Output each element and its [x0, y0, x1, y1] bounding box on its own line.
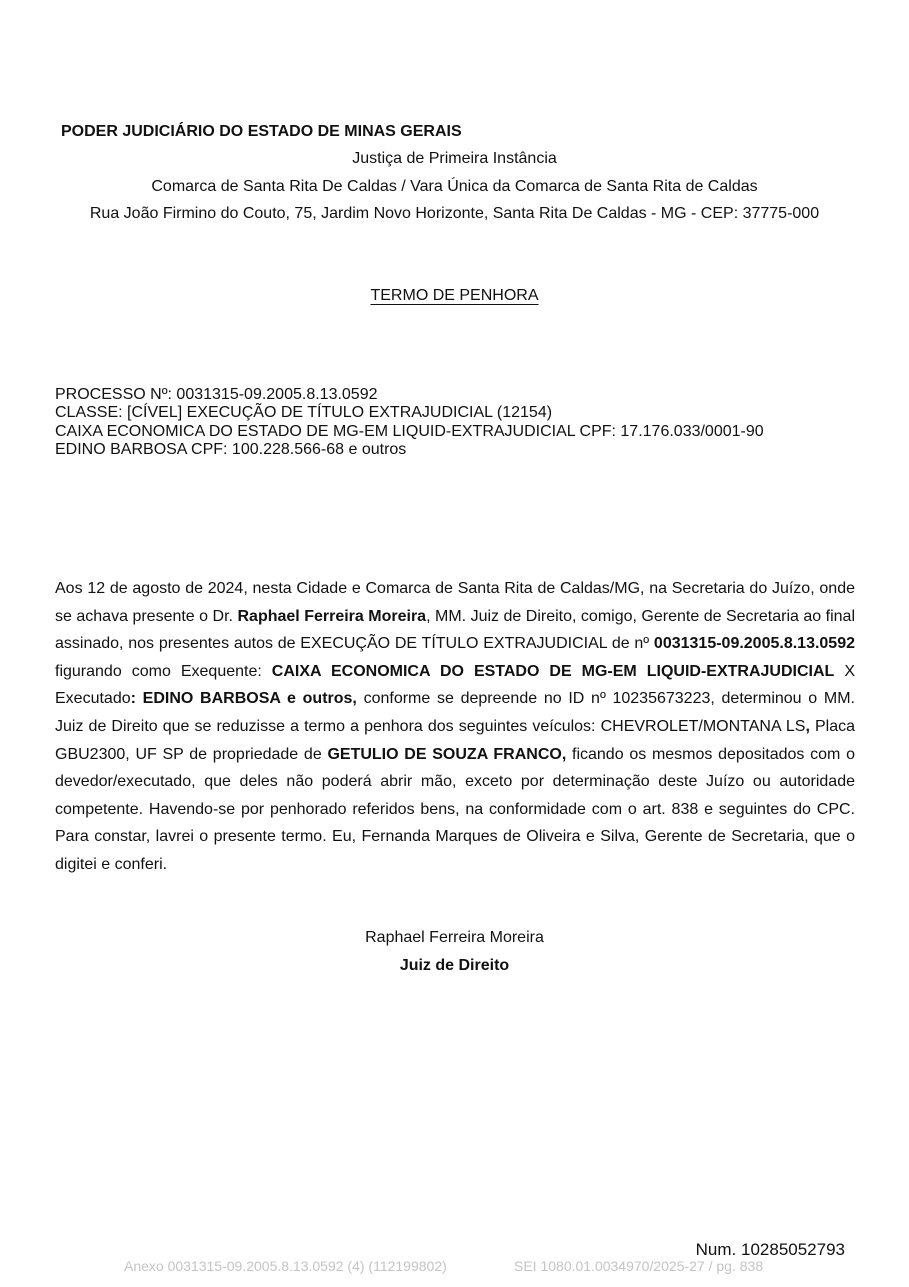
court-line: Comarca de Santa Rita De Caldas / Vara Única da Comarca de Santa Rita de Caldas — [151, 178, 758, 195]
address-line: Rua João Firmino do Couto, 75, Jardim Novo Horizonte, Santa Rita De Caldas - MG - CEP: 37775-000 — [89, 205, 820, 222]
instance-line: Justiça de Primeira Instância — [352, 150, 557, 167]
sei-footer: SEI 1080.01.0034970/2025-27 / pg. 838 — [514, 1258, 764, 1274]
body-text-5: conforme se depreende no ID nº 10235673223, determinou o MM. Juiz de Direito que se reduzisse a termo a penhora dos seguintes veículos: CHEVROLET/MONTANA LS — [55, 690, 855, 735]
document-number: Num. 10285052793 — [695, 1240, 845, 1259]
document-title — [0, 286, 909, 306]
body-text-2: , MM. Juiz de Direito, comigo, Gerente de Secretaria ao final assinado, nos presentes autos de EXECUÇÃO DE TÍTULO EXTRAJUDICIAL de nº — [55, 607, 856, 653]
body-text-1: Aos 12 de agosto de 2024, nesta Cidade e Comarca de Santa Rita de Caldas/MG, na Secretaria do Juízo, onde se achava presente o Dr. — [55, 580, 855, 625]
process-number: PROCESSO Nº: 0031315-09.2005.8.13.0592 — [55, 386, 378, 403]
body-text-6: Placa GBU2300, UF SP de propriedade de — [55, 717, 856, 763]
process-number-bold: 0031315-09.2005.8.13.0592 — [653, 635, 855, 653]
process-info-block — [55, 386, 764, 459]
judge-name-bold: Raphael Ferreira Moreira — [237, 607, 427, 625]
organization-heading: PODER JUDICIÁRIO DO ESTADO DE MINAS GERAIS — [61, 123, 462, 140]
process-exequente: CAIXA ECONOMICA DO ESTADO DE MG-EM LIQUID-EXTRAJUDICIAL CPF: 17.176.033/0001-90 — [55, 422, 764, 440]
process-executado: EDINO BARBOSA CPF: 100.228.566-68 e outros — [55, 440, 407, 458]
body-paragraph — [55, 575, 855, 879]
bold-comma: , — [805, 717, 810, 735]
document-title-text: TERMO DE PENHORA — [370, 287, 539, 304]
signature-role: Juiz de Direito — [399, 957, 510, 974]
executado-bold: : EDINO BARBOSA e outros, — [130, 690, 357, 708]
owner-bold: GETULIO DE SOUZA FRANCO, — [327, 745, 567, 763]
signature-name: Raphael Ferreira Moreira — [365, 929, 544, 946]
body-text-3: figurando como Exequente: — [55, 662, 272, 680]
annex-footer: Anexo 0031315-09.2005.8.13.0592 (4) (112199802) — [124, 1258, 447, 1274]
body-text-7: ficando os mesmos depositados com o devedor/executado, que deles não poderá abrir mão, exceto por determinação deste Juízo ou autoridade competente. Havendo-se por penhorado referidos bens, na conformidade com o art. 838 e seguintes do CPC. Para constar, lavrei o presente termo. Eu, Fernanda Marques de Oliveira e Silva, Gerente de Secretaria, que o digitei e conferi. — [55, 745, 855, 873]
body-text-4: X Executado — [55, 662, 855, 708]
exequente-bold: CAIXA ECONOMICA DO ESTADO DE MG-EM LIQUID-EXTRAJUDICIAL — [271, 662, 835, 680]
process-class: CLASSE: [CÍVEL] EXECUÇÃO DE TÍTULO EXTRAJUDICIAL (12154) — [55, 404, 553, 422]
